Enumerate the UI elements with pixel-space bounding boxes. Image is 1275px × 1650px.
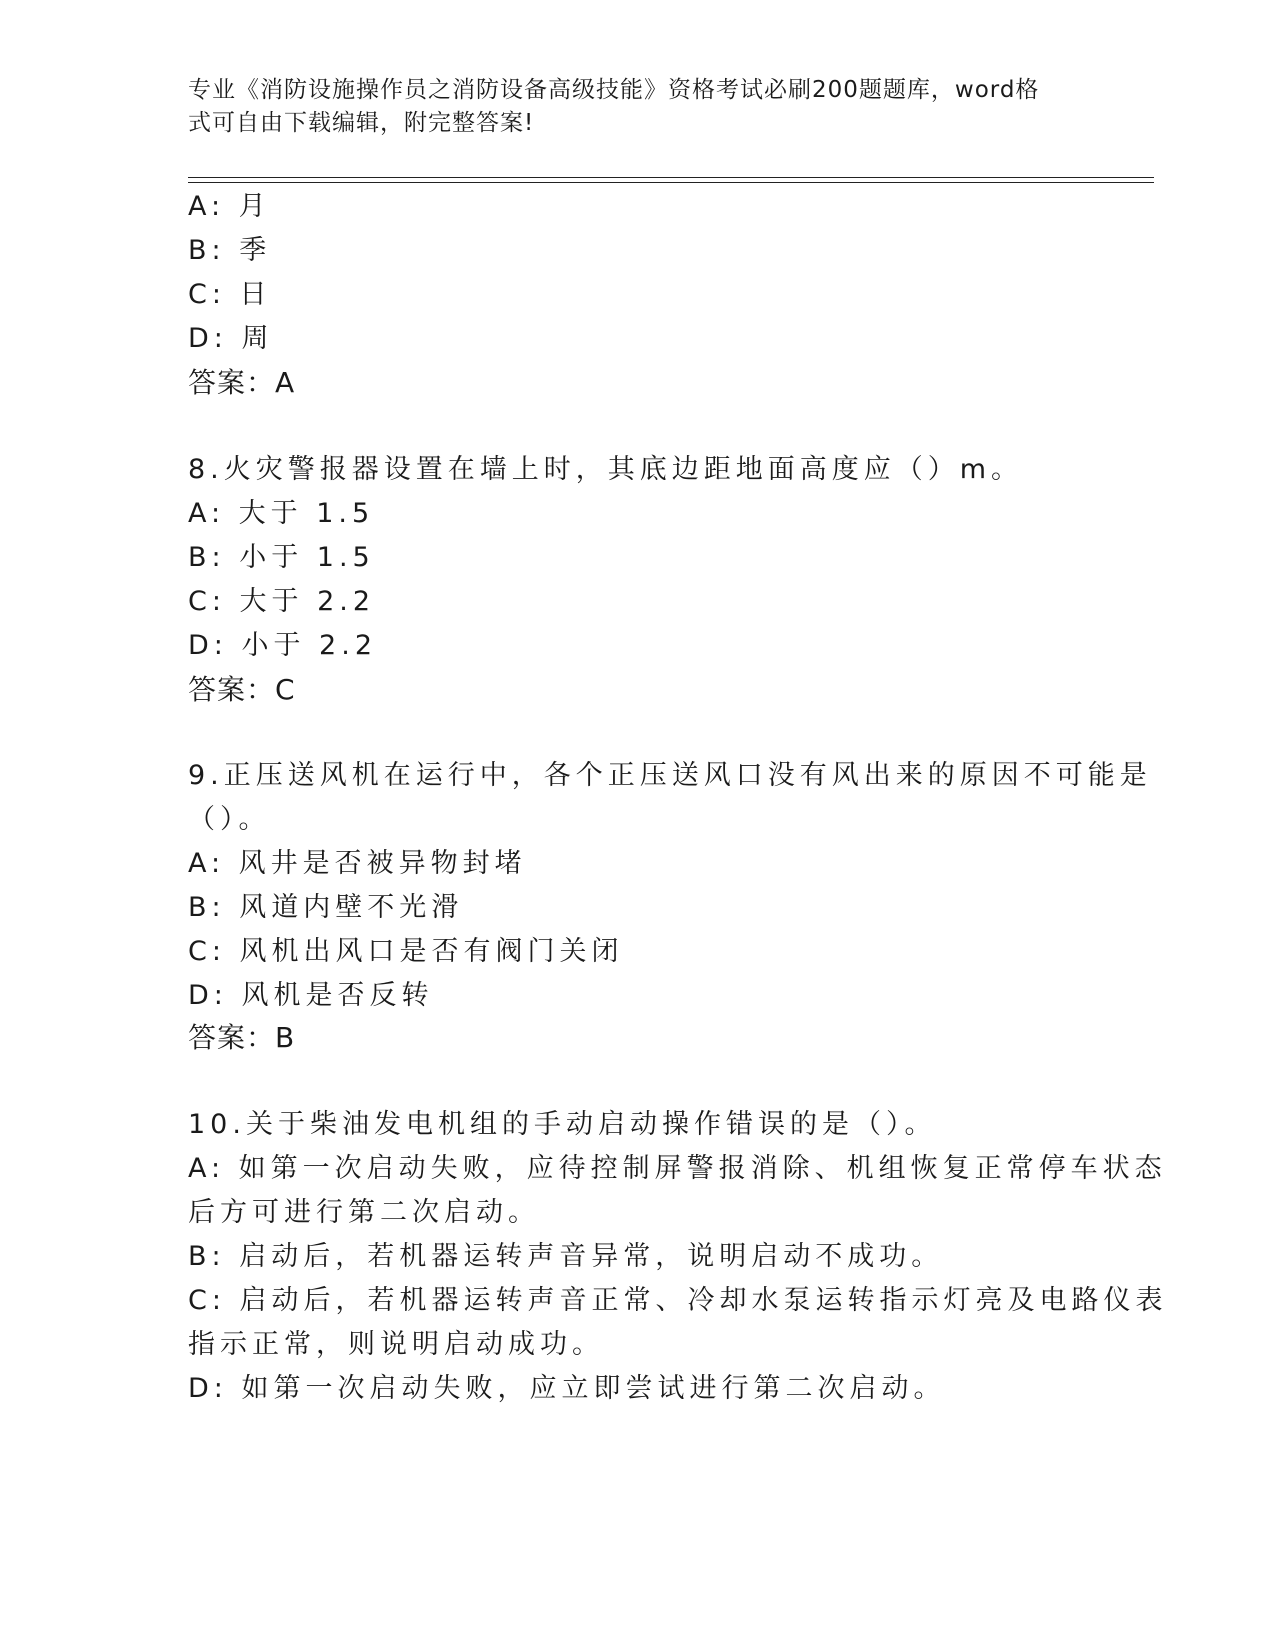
q8-option-a: A: 大于 1.5 [188,498,375,529]
header-line-2: 式可自由下载编辑，附完整答案! [188,110,535,136]
q8-option-c: C: 大于 2.2 [188,586,376,617]
q9-stem-line-2: （）。 [188,804,271,835]
q7-option-a: A: 月 [188,191,271,222]
q10-option-a-line-1: A: 如第一次启动失败，应待控制屏警报消除、机组恢复正常停车状态 [188,1153,1167,1184]
q10-option-b: B: 启动后，若机器运转声音异常，说明启动不成功。 [188,1241,944,1272]
q10-option-c-line-2: 指示正常，则说明启动成功。 [188,1329,604,1360]
q8-stem: 8.火灾警报器设置在墙上时，其底边距地面高度应（）m。 [188,454,1024,485]
q9-option-b: B: 风道内壁不光滑 [188,892,464,923]
q9-stem-line-1: 9.正压送风机在运行中，各个正压送风口没有风出来的原因不可能是 [188,760,1152,791]
q9-option-c: C: 风机出风口是否有阀门关闭 [188,936,624,967]
q9-answer: 答案：B [188,1021,296,1054]
document-header [188,74,1068,140]
header-divider-bottom [188,182,1154,183]
q8-answer: 答案：C [188,673,296,706]
q10-option-a-line-2: 后方可进行第二次启动。 [188,1197,540,1228]
header-line-1: 专业《消防设施操作员之消防设备高级技能》资格考试必刷200题题库，word格 [188,77,1040,103]
q8-option-b: B: 小于 1.5 [188,542,375,573]
q7-option-b: B: 季 [188,235,272,266]
q8-option-d: D: 小于 2.2 [188,630,377,661]
q10-option-c-line-1: C: 启动后，若机器运转声音正常、冷却水泵运转指示灯亮及电路仪表 [188,1285,1168,1316]
q7-option-c: C: 日 [188,279,272,310]
q7-option-d: D: 周 [188,323,274,354]
q7-answer: 答案：A [188,366,296,399]
q10-option-d: D: 如第一次启动失败，应立即尝试进行第二次启动。 [188,1373,946,1404]
q9-option-d: D: 风机是否反转 [188,980,434,1011]
header-divider-top [188,177,1154,178]
q9-option-a: A: 风井是否被异物封堵 [188,848,527,879]
q10-stem: 10.关于柴油发电机组的手动启动操作错误的是（）。 [188,1109,937,1140]
